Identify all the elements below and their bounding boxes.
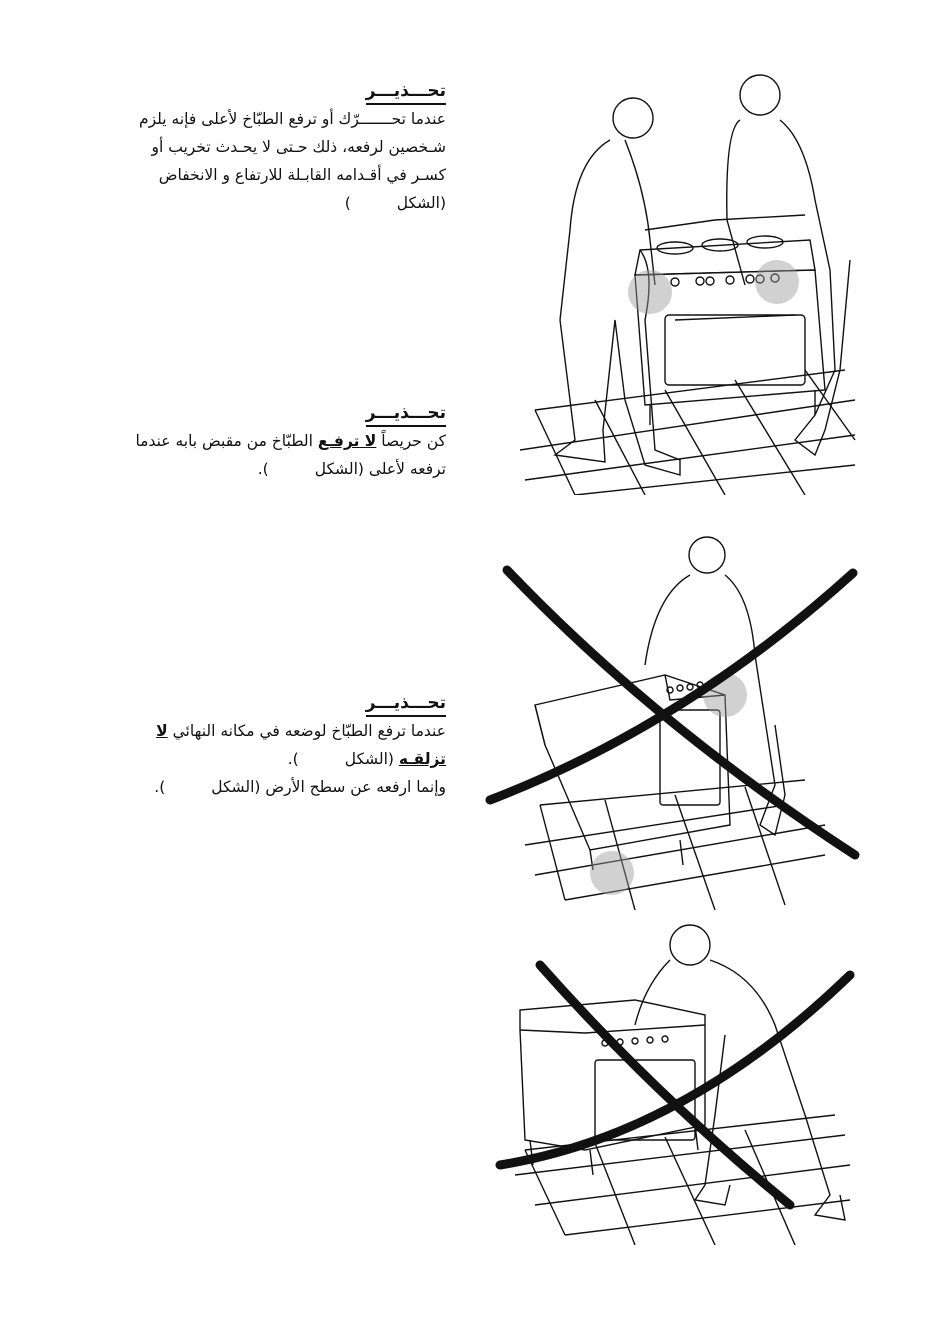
figure-reference: وإنما ارفعه عن سطح الأرض (الشكل). [154, 778, 446, 796]
warning-heading: تحـــذيـــر [366, 692, 446, 717]
warning-block-1 [60, 80, 446, 217]
warning-block-2 [60, 402, 446, 483]
illustration-incorrect-handle-lift [495, 915, 865, 1245]
warning-line: عندما ترفع الطبّاخ لوضعه في مكانه النهائي لا [156, 722, 446, 740]
emphasis-text: لا ترفـع [317, 432, 377, 450]
warning-line: عندما تحـــــــرّك أو ترفع الطبّاخ لأعلى فإنه يلزم [139, 110, 446, 128]
warning-line: شـخصين لرفعه، ذلك حـتى لا يحـدث تخريب أو [151, 138, 446, 156]
illustration-correct-lift [515, 70, 860, 495]
warning-heading: تحـــذيـــر [366, 80, 446, 105]
warning-block-3 [60, 692, 446, 801]
emphasis-text: تزلقـه [398, 750, 446, 768]
warning-line: تزلقـه (الشكل). [287, 750, 446, 768]
emphasis-text: لا [156, 722, 168, 740]
warning-line: كسـر في أقـدامه القابـلة للارتفاع و الانخفاض [158, 166, 446, 184]
warning-line: كن حريصاً لا ترفـع الطبّاخ من مقبض بابه عندما [135, 432, 446, 450]
figure-reference: (الشكل) [344, 194, 446, 212]
figure-reference: ترفعه لأعلى (الشكل). [257, 460, 446, 478]
illustration-incorrect-slide [485, 525, 860, 915]
warning-heading: تحـــذيـــر [366, 402, 446, 427]
